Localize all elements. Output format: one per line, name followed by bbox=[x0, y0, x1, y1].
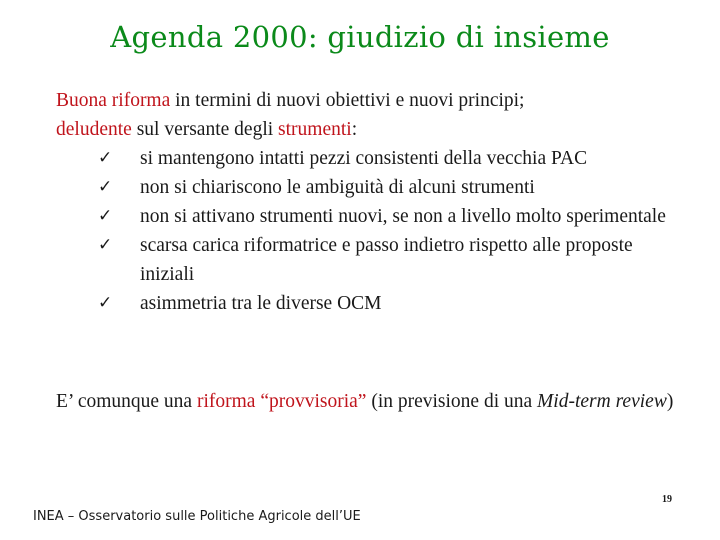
intro-text-1: in termini di nuovi obiettivi e nuovi principi; bbox=[170, 90, 525, 111]
intro-text-2: sul versante degli bbox=[131, 119, 279, 140]
conclusion-text-3: ) bbox=[666, 391, 674, 412]
conclusion-text-2: (in previsione di una bbox=[366, 391, 538, 412]
bullet-text: non si attivano strumenti nuovi, se non a livello molto sperimentale bbox=[140, 206, 666, 227]
check-icon: ✓ bbox=[98, 148, 113, 168]
bullet-text: non si chiariscono le ambiguità di alcuni strumenti bbox=[140, 177, 535, 198]
list-item bbox=[98, 231, 688, 289]
check-icon: ✓ bbox=[98, 293, 113, 313]
check-icon: ✓ bbox=[98, 235, 113, 255]
list-item bbox=[98, 289, 688, 318]
bullet-text: si mantengono intatti pezzi consistenti della vecchia PAC bbox=[140, 148, 588, 169]
slide-title: Agenda 2000: giudizio di insieme bbox=[110, 20, 610, 54]
list-item bbox=[98, 144, 688, 173]
conclusion-paragraph bbox=[56, 387, 686, 416]
bullet-text: asimmetria tra le diverse OCM bbox=[140, 293, 382, 314]
bullet-list bbox=[98, 144, 688, 318]
conclusion-red: riforma “provvisoria” bbox=[196, 391, 367, 412]
page-number: 19 bbox=[662, 494, 672, 505]
intro-red-3: strumenti bbox=[278, 119, 352, 140]
check-icon: ✓ bbox=[98, 206, 113, 226]
check-icon: ✓ bbox=[98, 177, 113, 197]
conclusion-text-1: E’ comunque una bbox=[56, 391, 197, 412]
intro-text-3: : bbox=[351, 119, 358, 140]
list-item bbox=[98, 202, 688, 231]
intro-paragraph bbox=[56, 86, 686, 144]
conclusion-italic: Mid-term review bbox=[537, 391, 667, 412]
footer-text: INEA – Osservatorio sulle Politiche Agricole dell’UE bbox=[33, 509, 361, 524]
intro-red-2: deludente bbox=[56, 119, 132, 140]
list-item bbox=[98, 173, 688, 202]
intro-red-1: Buona riforma bbox=[56, 90, 171, 111]
bullet-text: scarsa carica riformatrice e passo indietro rispetto alle proposte iniziali bbox=[140, 235, 633, 285]
